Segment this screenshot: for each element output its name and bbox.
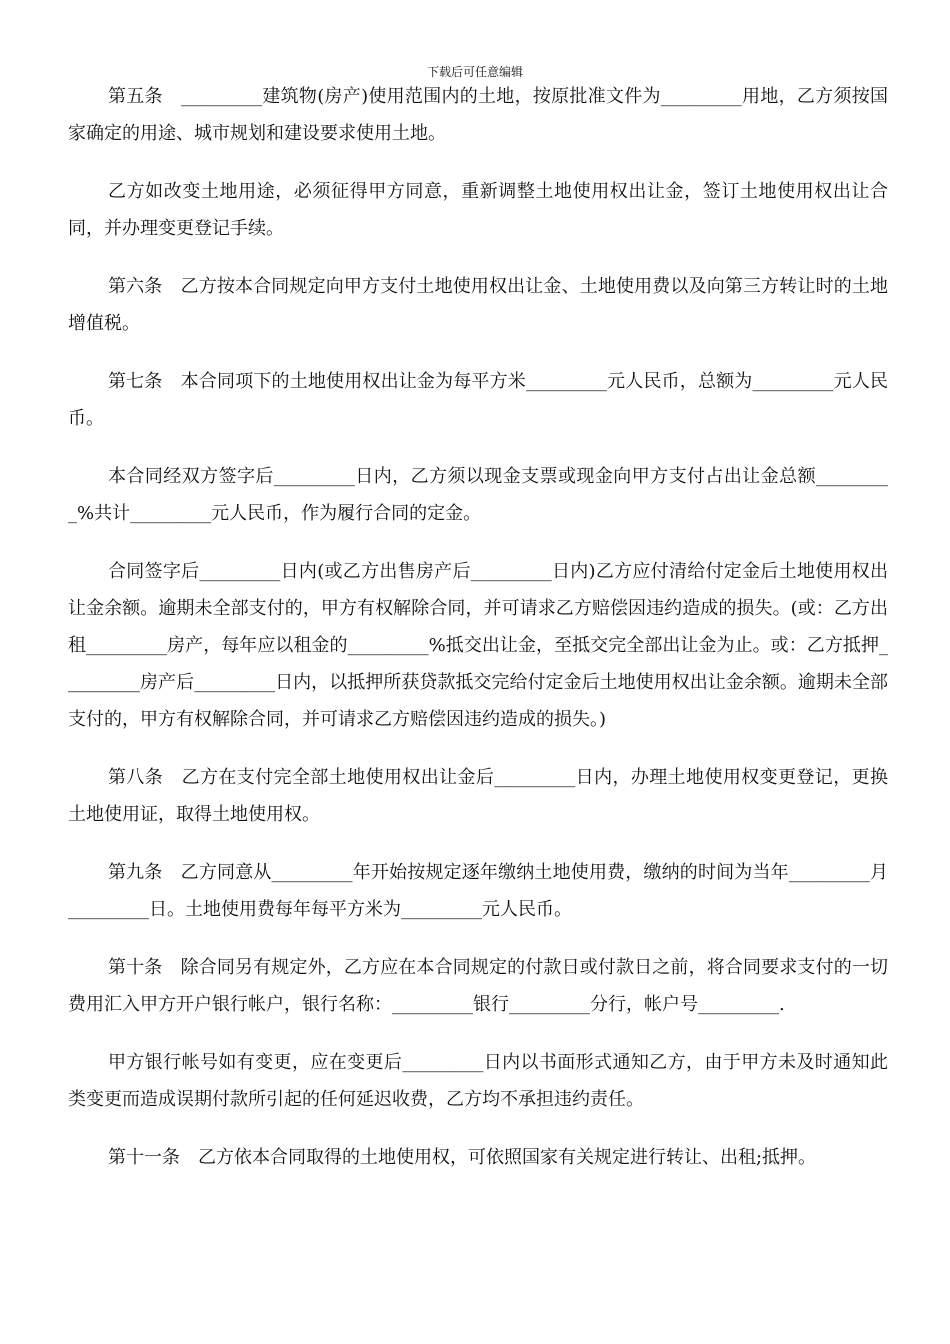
contract-body	[68, 78, 888, 1197]
article-7-paragraph: 第七条 本合同项下的土地使用权出让金为每平方米_________元人民币，总额为_________元人民币。	[68, 371, 888, 429]
balance-payment-paragraph: 合同签字后_________日内(或乙方出售房产后_________日内)乙方应付清给付定金后土地使用权出让金余额。逾期未全部支付的，甲方有权解除合同，并可请求乙方赔偿因违约造成的损失。(或：乙方出租_________房产，每年应以租金的_________%抵交出让金，至抵交完全部出让金为止。或：乙方抵押_________房产后_________日内，以抵押所获贷款抵交完给付定金后土地使用权出让金余额。逾期未全部支付的，甲方有权解除合同，并可请求乙方赔偿因违约造成的损失。)	[68, 561, 888, 730]
article-6-paragraph: 第六条 乙方按本合同规定向甲方支付土地使用权出让金、土地使用费以及向第三方转让时的土地增值税。	[68, 276, 888, 334]
article-10-paragraph: 第十条 除合同另有规定外，乙方应在本合同规定的付款日或付款日之前，将合同要求支付的一切费用汇入甲方开户银行帐户，银行名称：_________银行_________分行，帐户号_________.	[68, 957, 888, 1015]
bank-account-change-paragraph: 甲方银行帐号如有变更，应在变更后_________日内以书面形式通知乙方，由于甲方未及时通知此类变更而造成误期付款所引起的任何延迟收费，乙方均不承担违约责任。	[68, 1052, 888, 1110]
deposit-paragraph: 本合同经双方签字后_________日内，乙方须以现金支票或现金向甲方支付占出让金总额_________%共计_________元人民币，作为履行合同的定金。	[68, 466, 888, 524]
article-11-paragraph: 第十一条 乙方依本合同取得的土地使用权，可依照国家有关规定进行转让、出租;抵押。	[108, 1147, 817, 1168]
article-5-paragraph: 第五条 _________建筑物(房产)使用范围内的土地，按原批准文件为_________用地，乙方须按国家确定的用途、城市规划和建设要求使用土地。	[68, 86, 888, 144]
article-8-paragraph: 第八条 乙方在支付完全部土地使用权出让金后_________日内，办理土地使用权变更登记，更换土地使用证，取得土地使用权。	[68, 767, 888, 825]
page-header-note: 下载后可任意编辑	[426, 65, 523, 79]
article-9-paragraph: 第九条 乙方同意从_________年开始按规定逐年缴纳土地使用费，缴纳的时间为当年_________月_________日。土地使用费每年每平方米为_________元人民币。	[68, 862, 888, 920]
land-use-change-paragraph: 乙方如改变土地用途，必须征得甲方同意，重新调整土地使用权出让金，签订土地使用权出让合同，并办理变更登记手续。	[68, 181, 888, 239]
